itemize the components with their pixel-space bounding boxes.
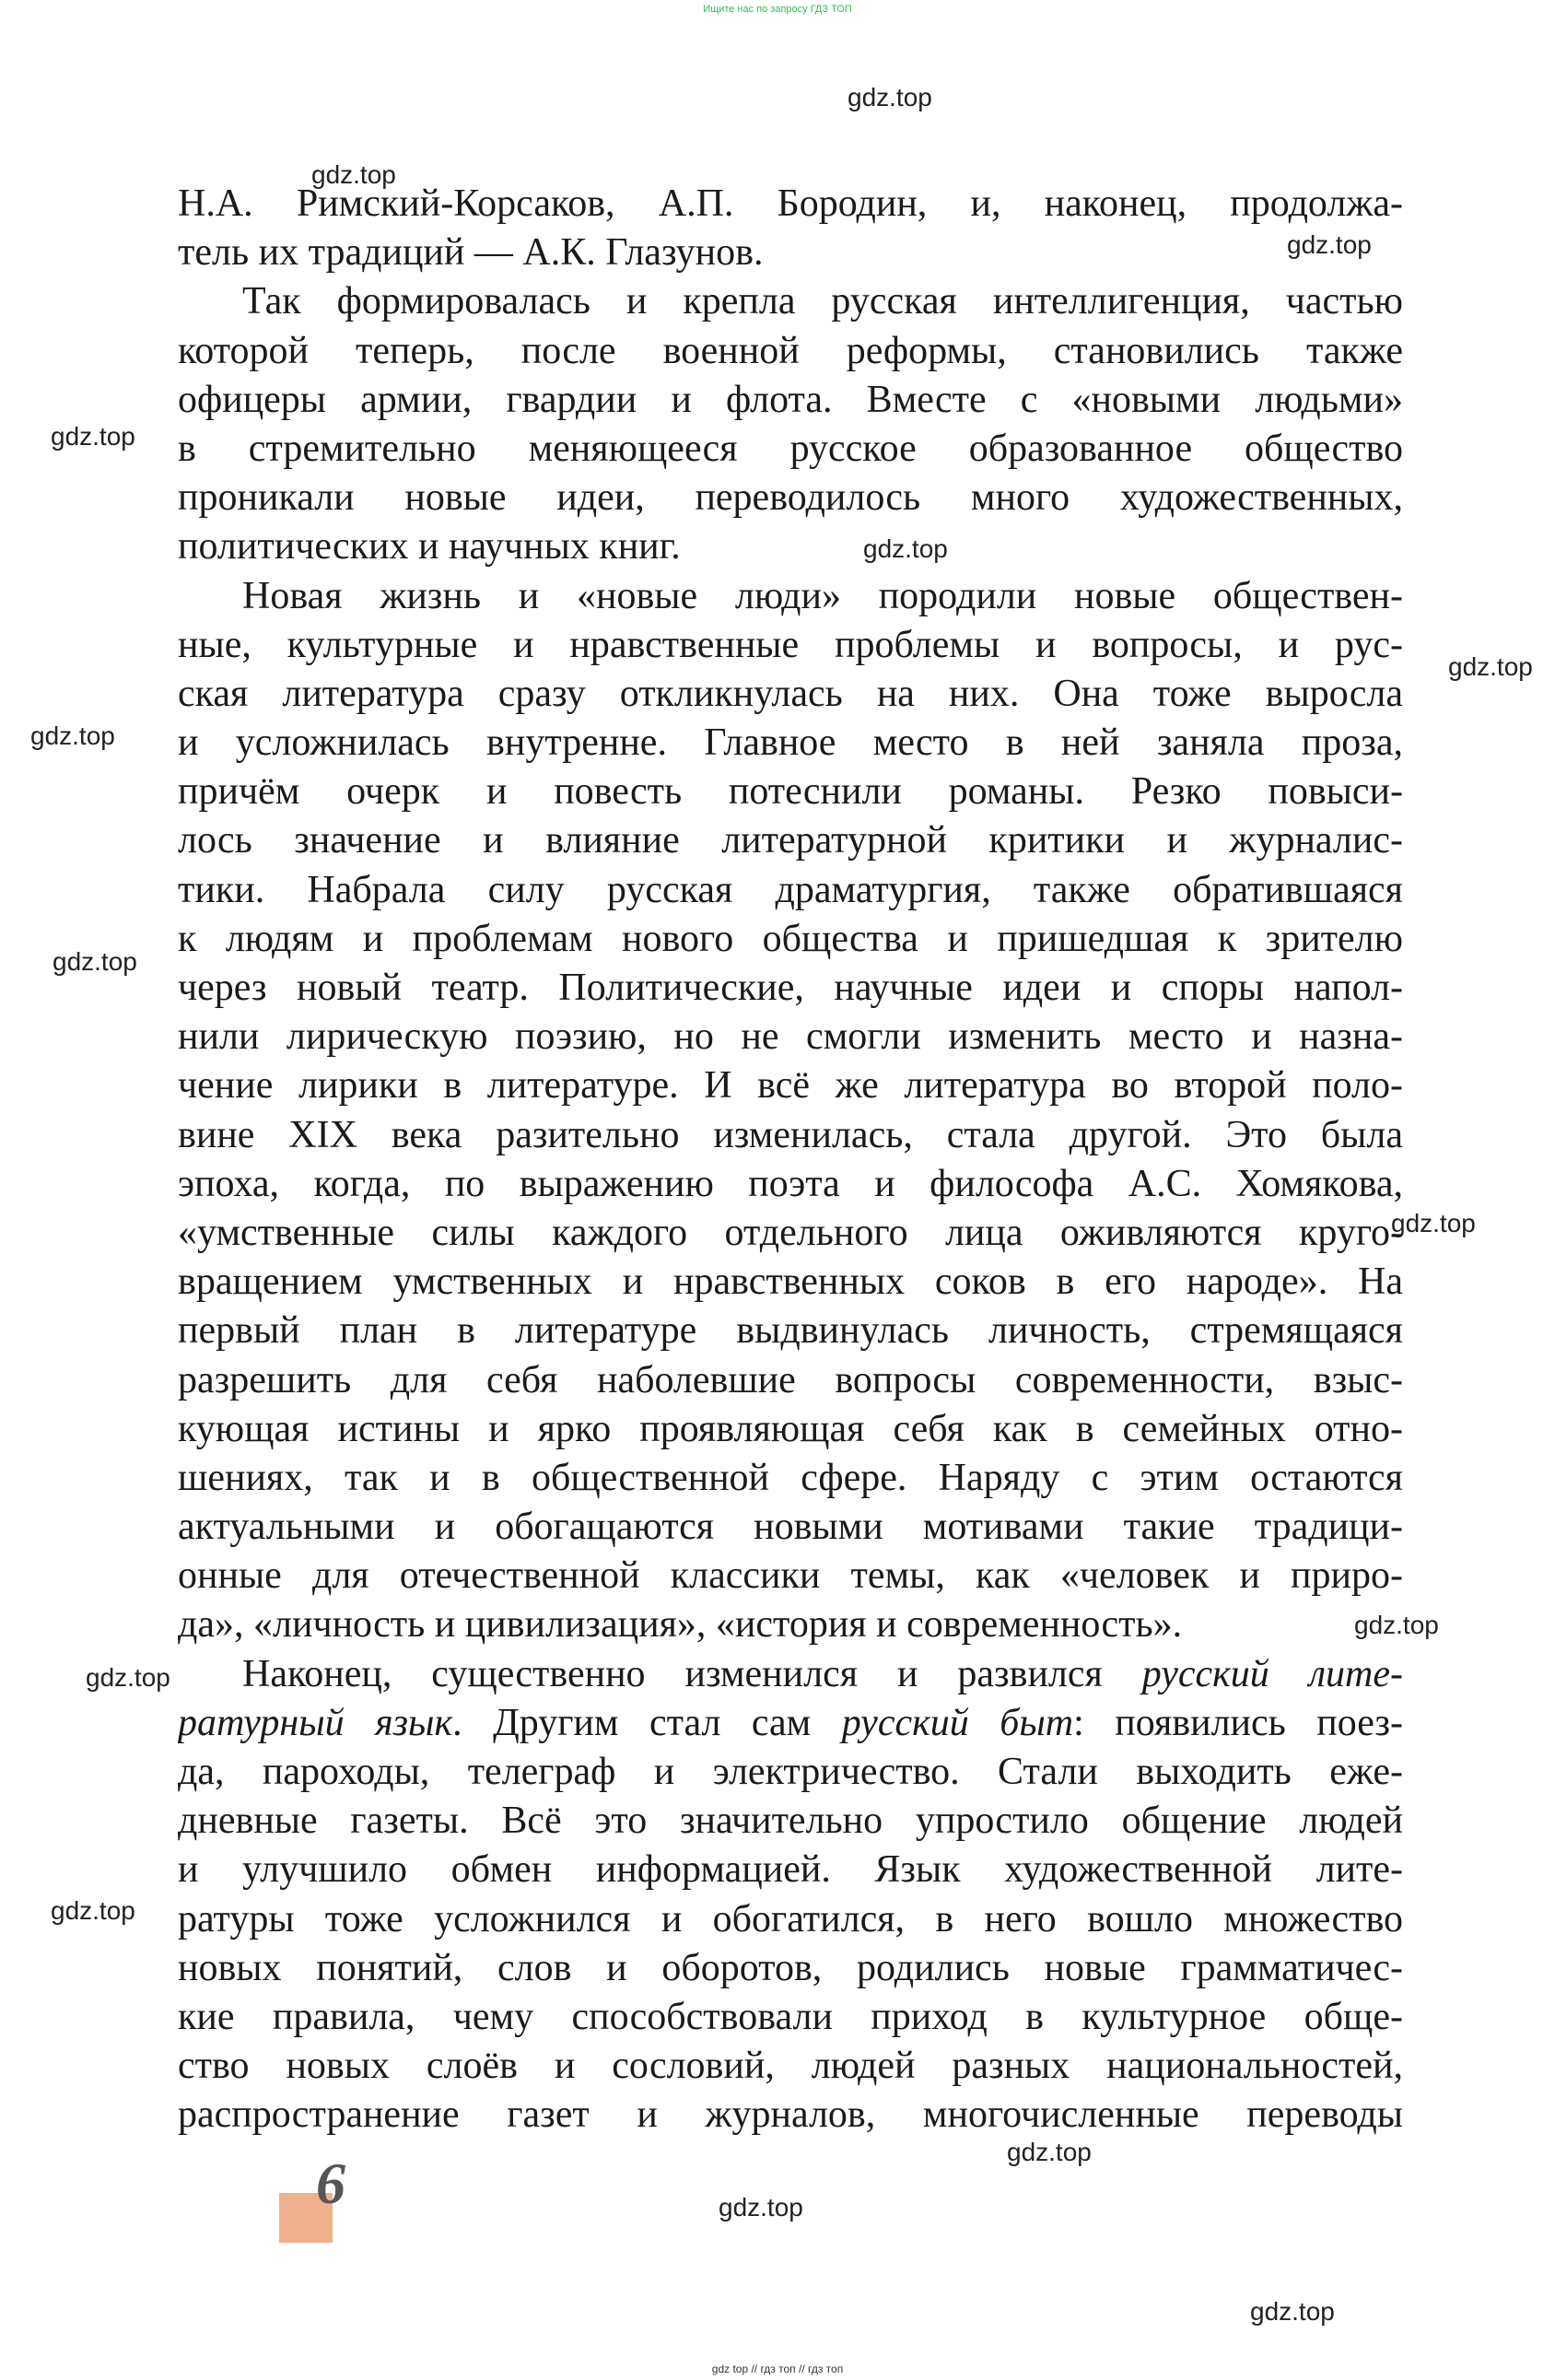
text-segment: причём очерк и повесть потеснили романы. Резко повыси-: [178, 770, 1403, 814]
text-segment: . Другим стал сам: [452, 1701, 842, 1744]
text-segment: да», «личность и цивилизация», «история и современность».: [178, 1603, 1183, 1647]
text-segment: проникали новые идеи, переводилось много художественных,: [178, 476, 1403, 520]
footer-note: gdz top // гдз топ // гдз топ: [711, 2362, 844, 2375]
text-segment: Так формировалась и крепла русская интеллигенция, частью: [242, 280, 1403, 323]
italic-text: русский лите-: [1141, 1652, 1403, 1695]
text-segment: нили лирическую поэзию, но не смогли изменить место и назна-: [178, 1015, 1403, 1059]
watermark: gdz.top: [311, 160, 396, 189]
text-line: [178, 964, 1403, 1013]
page-number: 6: [316, 2151, 345, 2216]
text-segment: кие правила, чему способствовали приход в культурное обще-: [178, 1995, 1403, 2038]
watermark: gdz.top: [51, 1896, 135, 1925]
text-line: [178, 2042, 1403, 2091]
text-line: [178, 1846, 1403, 1894]
text-segment: вине XIX века разительно изменилась, стала другой. Это была: [178, 1113, 1403, 1156]
text-segment: разрешить для себя наболевшие вопросы современности, взыс-: [178, 1358, 1403, 1401]
text-segment: политических и научных книг.: [178, 525, 681, 569]
text-segment: лось значение и влияние литературной критики и журналис-: [178, 819, 1403, 862]
text-line: [178, 621, 1403, 670]
text-segment: шениях, так и в общественной сфере. Наряду с этим остаются: [178, 1456, 1403, 1499]
text-line: [178, 915, 1403, 964]
text-segment: тики. Набрала силу русская драматургия, также обратившаяся: [178, 868, 1403, 911]
watermark: gdz.top: [863, 534, 948, 563]
watermark: gdz.top: [30, 721, 115, 750]
text-line: [178, 1944, 1403, 1993]
text-segment: Наконец, существенно изменился и развился: [242, 1652, 1142, 1695]
text-line: [178, 1797, 1403, 1846]
text-line: [178, 719, 1403, 768]
text-segment: актуальными и обогащаются новыми мотивами такие традици-: [178, 1506, 1403, 1549]
text-segment: ные, культурные и нравственные проблемы и вопросы, и рус-: [178, 623, 1403, 666]
text-line: [178, 229, 1403, 277]
text-segment: и усложнилась внутренне. Главное место в ней заняла проза,: [178, 721, 1403, 765]
watermark: gdz.top: [1250, 2297, 1335, 2326]
text-line: [178, 1650, 1403, 1699]
text-line: [178, 522, 1403, 571]
text-segment: ская литература сразу откликнулась на них. Она тоже выросла: [178, 672, 1403, 715]
text-line: [178, 1307, 1403, 1355]
watermark: gdz.top: [848, 83, 932, 111]
text-segment: онные для отечественной классики темы, как «человек и приро-: [178, 1554, 1403, 1598]
text-line: [178, 1405, 1403, 1454]
text-line: [178, 1748, 1403, 1797]
text-segment: распространение газет и журналов, многочисленные переводы: [178, 2093, 1403, 2137]
text-line: [178, 376, 1403, 425]
text-line: [178, 327, 1403, 376]
text-segment: ратуры тоже усложнился и обогатился, в него вошло множество: [178, 1897, 1403, 1940]
text-line: [178, 1699, 1403, 1748]
text-segment: первый план в литературе выдвинулась личность, стремящаяся: [178, 1309, 1403, 1353]
text-line: [178, 1013, 1403, 1061]
text-line: [178, 277, 1403, 326]
text-line: [178, 1993, 1403, 2042]
watermark: gdz.top: [1448, 652, 1533, 681]
body-text: [178, 180, 1403, 2140]
text-segment: чение лирики в литературе. И всё же литература во второй поло-: [178, 1064, 1403, 1108]
text-line: [178, 1600, 1403, 1649]
text-line: [178, 1454, 1403, 1503]
italic-text: русский быт: [841, 1701, 1074, 1744]
text-segment: в стремительно меняющееся русское образованное общество: [178, 427, 1403, 470]
watermark: gdz.top: [86, 1663, 170, 1692]
text-segment: ство новых слоёв и сословий, людей разных национальностей,: [178, 2045, 1403, 2088]
text-segment: через новый театр. Политические, научные идеи и споры напол-: [178, 967, 1403, 1009]
text-line: [178, 1160, 1403, 1209]
text-line: [178, 180, 1403, 229]
watermark: gdz.top: [1391, 1209, 1476, 1237]
text-line: [178, 670, 1403, 719]
text-line: [178, 425, 1403, 474]
text-segment: «умственные силы каждого отдельного лица оживляются круго-: [178, 1211, 1403, 1254]
watermark: gdz.top: [1354, 1611, 1439, 1639]
text-segment: дневные газеты. Всё это значительно упростило общение людей: [178, 1800, 1403, 1843]
watermark: gdz.top: [53, 947, 137, 976]
watermark: gdz.top: [51, 422, 135, 451]
text-segment: Н.А. Римский-Корсаков, А.П. Бородин, и, наконец, продолжа-: [178, 182, 1403, 225]
text-segment: кующая истины и ярко проявляющая себя как в семейных отно-: [178, 1407, 1403, 1450]
text-line: [178, 768, 1403, 816]
watermark: gdz.top: [1007, 2138, 1092, 2166]
italic-text: ратурный язык: [178, 1701, 453, 1744]
watermark: gdz.top: [719, 2193, 803, 2222]
text-line: [178, 1258, 1403, 1307]
text-segment: новых понятий, слов и оборотов, родились новые грамматичес-: [178, 1946, 1403, 1989]
text-line: [178, 1895, 1403, 1944]
text-line: [178, 1552, 1403, 1600]
text-line: [178, 2091, 1403, 2140]
text-line: [178, 572, 1403, 621]
text-line: [178, 1209, 1403, 1258]
text-segment: к людям и проблемам нового общества и пришедшая к зрителю: [178, 917, 1403, 960]
text-line: [178, 1111, 1403, 1160]
text-line: [178, 1503, 1403, 1552]
watermark: gdz.top: [1287, 230, 1372, 259]
text-line: [178, 816, 1403, 865]
text-segment: : появились поез-: [1073, 1701, 1403, 1744]
text-segment: вращением умственных и нравственных соков в его народе». На: [178, 1260, 1403, 1304]
text-line: [178, 1061, 1403, 1110]
text-segment: которой теперь, после военной реформы, становились также: [178, 329, 1403, 372]
text-line: [178, 474, 1403, 522]
text-line: [178, 1356, 1403, 1405]
text-line: [178, 866, 1403, 915]
text-segment: Новая жизнь и «новые люди» породили новые обществен-: [242, 574, 1403, 617]
text-segment: да, пароходы, телеграф и электричество. Стали выходить еже-: [178, 1751, 1403, 1793]
text-segment: тель их традиций — А.К. Глазунов.: [178, 231, 764, 275]
text-segment: и улучшило обмен информацией. Язык художественной лите-: [178, 1848, 1403, 1892]
header-note: Ищите нас по запросу ГДЗ ТОП: [703, 4, 852, 15]
text-segment: офицеры армии, гвардии и флота. Вместе с «новыми людьми»: [178, 378, 1403, 421]
text-segment: эпоха, когда, по выражению поэта и философа А.С. Хомякова,: [178, 1162, 1403, 1205]
